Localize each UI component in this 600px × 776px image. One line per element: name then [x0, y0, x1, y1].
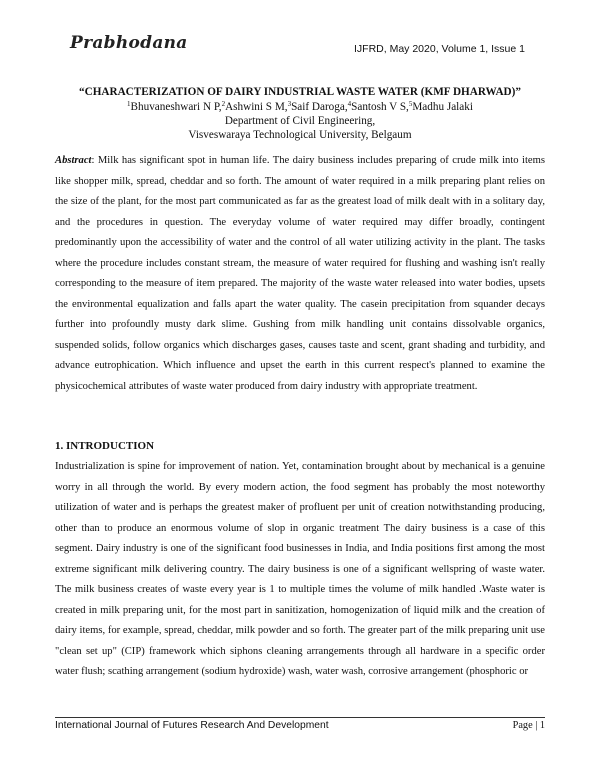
abstract-text: : Milk has significant spot in human life. The dairy business includes preparing of crude milk into items like shopper milk, spread, cheddar and so forth. The amount of water required in a milk preparing plant relies on the size of the plant, for the most part communicated as far as the greatest load of milk dealt with in a solitary day, and the procedures in question. The everyday volume of water required may differ broadly, contingent predominantly upon the accessibility of water and the control of all water utilizing activity in the plant. The tasks where the procedure includes constant stream, the measure of water required for flushing and washing isn't really corresponding to the measure of item prepared. The majority of the waste water released into water bodies, upsets the environmental equalization and falls apart the water quality. The casein precipitation from squander decays further into profoundly musty dark slime. Gushing from milk handling unit contains dissolvable organics, suspended solids, follow organics which discharges gases, causes taste and scent, grant shading and turbidity, and advance eutrophication. Which influence and upset the earth in this current respect's planned to examine the physicochemical attributes of waste water produced from dairy industry with appropriate treatment.	[55, 155, 545, 392]
author-affil-number: 1	[127, 100, 131, 108]
author-affil-number: 4	[347, 100, 352, 108]
author-name: Saif Daroga,	[291, 101, 348, 113]
abstract-label: Abstract	[55, 155, 92, 166]
author-name: Bhuvaneshwari N P,	[130, 101, 222, 113]
author-affil-number: 2	[221, 100, 226, 108]
author-name: Santosh V S,	[351, 101, 409, 113]
author-affil-number: 5	[408, 100, 413, 108]
abstract-paragraph	[55, 151, 545, 397]
footer-divider	[55, 717, 545, 718]
page-number: Page | 1	[512, 720, 545, 731]
footer-journal-name: International Journal of Futures Research And Development	[55, 720, 329, 731]
author-affil-number: 3	[287, 100, 292, 108]
journal-logo: Prabhodana	[70, 33, 188, 53]
department: Department of Civil Engineering,	[224, 115, 376, 127]
university: Visveswaraya Technological University, Belgaum	[188, 129, 412, 141]
author-name: Ashwini S M,	[225, 101, 288, 113]
author-block	[0, 100, 600, 142]
section-heading-introduction: 1. INTRODUCTION	[55, 440, 155, 452]
paper-title: “CHARACTERIZATION OF DAIRY INDUSTRIAL WASTE WATER (KMF DHARWAD)”	[79, 86, 521, 98]
author-name: Madhu Jalaki	[412, 101, 473, 113]
introduction-paragraph: Industrialization is spine for improvement of nation. Yet, contamination brought about by mechanical is a genuine worry in all through the world. By every modern action, the food segment has probably the most noteworthy utilization of water and is perhaps the greatest maker of profluent per unit of creation notwithstanding producing, other than to produce an enormous volume of slop in organic treatment The dairy business is a case of this segment. Dairy industry is one of the significant food businesses in India, and India positions first among the most extreme significant milk delivering country. The dairy business is one of a significant wellspring of waste water. The milk business creates of waste every year is 1 to multiple times the volume of milk handled .Waste water is created in milk preparing unit, for the most part in sanitization, homogenization of liquid milk and the creation of dairy items, for example, spread, cheddar, milk powder and so forth. The greater part of the milk preparing unit use "clean set up" (CIP) framework which siphons cleaning arrangements through all hardware in a specific order water flush; scathing arrangement (sodium hydroxide) wash, water wash, corrosive arrangement (phosphoric or	[55, 461, 545, 677]
journal-issue-info: IJFRD, May 2020, Volume 1, Issue 1	[354, 43, 525, 55]
author-list	[0, 100, 600, 114]
